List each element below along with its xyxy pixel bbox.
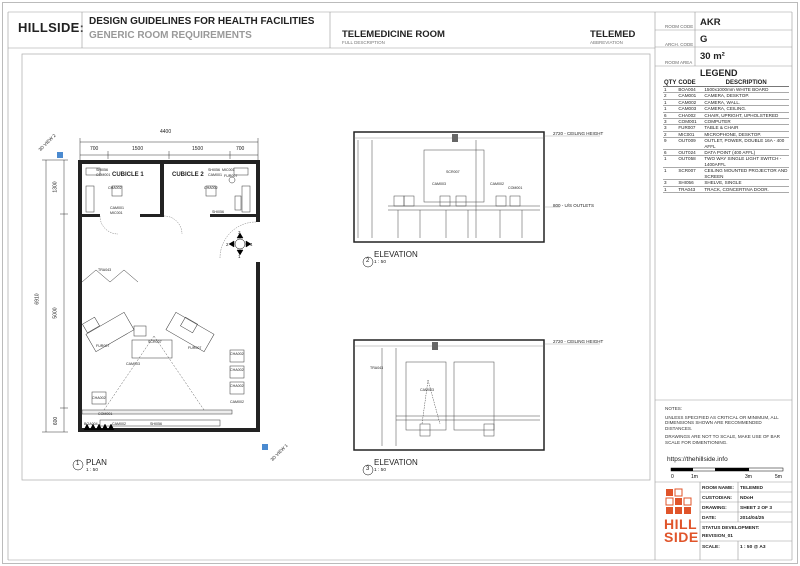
3d-view-2-label: 3D VIEW 2 <box>37 132 57 153</box>
legend-qty: 6 <box>663 112 677 118</box>
tb-room-name: TELEMED <box>740 486 763 491</box>
room-abbreviation-label: ABBREVIATION <box>590 40 623 45</box>
plan-tag-1: SHI056 <box>96 168 108 172</box>
elevation-2-drawing <box>354 132 600 267</box>
plan-tag-12: TRA043 <box>98 268 112 272</box>
plan-tag-11: SHI056 <box>212 210 224 214</box>
legend-qty: 1 <box>663 87 677 93</box>
plan-title: PLAN <box>86 458 107 467</box>
legend-code: CHA002 <box>677 112 703 118</box>
tb-drawing: SHEET 2 OF 3 <box>740 506 772 511</box>
legend-qty: 9 <box>663 138 677 150</box>
legend-qty: 2 <box>663 131 677 137</box>
legend-code: CAM003 <box>677 106 703 112</box>
plan-tag-13: FUR007 <box>96 344 110 348</box>
elev3-ceiling-label: 2720 - CEILING HEIGHT <box>553 339 604 344</box>
legend-qty: 3 <box>663 119 677 125</box>
legend-description: COMPUTER <box>703 119 789 125</box>
legend-description: CEILING MOUNTED PROJECTOR AND SCREEN <box>704 168 788 179</box>
plan-dim-top-1: 700 <box>90 146 99 152</box>
legend-code: CAM001 <box>677 93 703 99</box>
tb-status-label: STATUS DEVELOPMENT: <box>702 526 760 531</box>
elev2-ceiling-label: 2720 - CEILING HEIGHT <box>553 131 604 136</box>
legend-description: TWO WAY SINGLE LIGHT SWITCH - 1400AFFL <box>703 156 789 168</box>
drawing-frame <box>22 54 650 480</box>
plan-dim-left-total: 6910 <box>34 293 41 305</box>
legend-qty: 1 <box>663 168 677 180</box>
3d-view-1-label: 3D VIEW 1 <box>269 442 289 463</box>
section-num-3: 3 <box>238 230 241 235</box>
plan-drawing <box>42 138 268 470</box>
tb-custodian: NDoH <box>740 496 754 501</box>
section-num-2: 2 <box>226 242 229 247</box>
legend-code: OUT058 <box>677 156 703 168</box>
room-area: 30 m² <box>700 51 725 62</box>
legend-qty: 1 <box>663 99 677 105</box>
plan-dim-top-2: 1500 <box>132 146 144 152</box>
legend-qty: 1 <box>663 186 677 192</box>
elev2-scale: 1 : 50 <box>374 260 387 265</box>
legend-code: TRA043 <box>677 186 703 192</box>
plan-dim-left-2: 5000 <box>52 307 59 319</box>
legend-code: COM001 <box>677 119 703 125</box>
logo-line-1: HILL <box>664 516 698 532</box>
plan-tag-5: MIC001 <box>110 211 123 215</box>
legend-qty: 1 <box>663 106 677 112</box>
legend-code: OUT024 <box>677 150 703 156</box>
brand-title: HILLSIDE: <box>18 20 85 35</box>
legend-description: CHAIR, UPRIGHT, UPHOLSTERED <box>703 112 789 118</box>
legend-code: SCR007 <box>677 168 703 180</box>
section-num-4: 4 <box>250 242 253 247</box>
legend-header-qty: QTY <box>664 80 677 86</box>
scale-tick-3: 5m <box>775 474 782 480</box>
room-area-label: ROOM AREA <box>665 60 693 65</box>
legend-qty: 3 <box>663 125 677 131</box>
legend-header-description: DESCRIPTION <box>703 80 789 87</box>
elev3-tag-1: TRA043 <box>370 366 384 370</box>
legend-qty: 3 <box>663 180 677 186</box>
elevation-3-drawing <box>354 340 600 475</box>
elev3-tag-2: CAM003 <box>420 388 434 392</box>
plan-dim-top-3: 1500 <box>192 146 204 152</box>
cubicle-2-label: CUBICLE 2 <box>172 172 204 178</box>
elev3-scale: 1 : 50 <box>374 468 387 473</box>
plan-tag-25: BOA004 <box>84 422 98 426</box>
plan-tag-8: FUR007 <box>224 174 238 178</box>
plan-tag-23: CAM002 <box>112 422 126 426</box>
plan-tag-3: CHA002 <box>108 186 122 190</box>
scale-tick-2: 3m <box>745 474 752 480</box>
scale-tick-1: 1m <box>691 474 698 480</box>
3d-view-marker-2-icon <box>57 152 63 158</box>
tb-custodian-label: CUSTODIAN: <box>702 496 733 501</box>
legend-header-code: CODE <box>677 80 703 87</box>
elev2-outlets-label: 800 - U/S OUTLETS <box>553 203 595 208</box>
arch-code-label: ARCH. CODE <box>665 42 694 47</box>
legend-code: SHI056 <box>677 180 703 186</box>
logo-line-2: SIDE <box>664 529 699 545</box>
legend-description: TRACK, CONCERTINA DOOR. <box>703 186 789 192</box>
plan-dim-left-3: 600 <box>53 416 60 426</box>
plan-dim-left-1: 1300 <box>52 181 59 193</box>
plan-tag-14: SCR007 <box>148 340 162 344</box>
elev2-title-number: 2 <box>366 258 370 264</box>
tb-room-name-label: ROOM NAME: <box>702 486 734 491</box>
tb-status: REVISION_01 <box>702 534 733 539</box>
legend-description: OUTLET, POWER, DOUBLE 16A - 400 AFFL <box>703 138 789 150</box>
room-code-label: ROOM CODE <box>665 24 694 29</box>
legend-description: TABLE & CHAIR <box>703 125 789 131</box>
note-2: DRAWINGS ARE NOT TO SCALE, MAKE USE OF BAR SCALE FOR DIMENTIONING. <box>665 434 780 445</box>
note-1: UNLESS SPECIFIED AS CRITICAL OR MINIMUM, ALL DIMENSIONS SHOWN ARE RECOMMENDED DISTANCES. <box>665 414 779 431</box>
tb-date: 2014/04/25 <box>740 516 765 521</box>
plan-tag-24: SHI056 <box>150 422 162 426</box>
plan-tag-9: CAM001 <box>208 173 222 177</box>
plan-tag-18: CHA002 <box>230 368 244 372</box>
elev2-tag-4: COM001 <box>508 186 523 190</box>
document-subtitle: GENERIC ROOM REQUIREMENTS <box>89 30 252 41</box>
plan-tag-22: COM001 <box>98 412 113 416</box>
legend-description: SHELVE, SINGLE <box>703 180 789 186</box>
plan-dim-total: 4400 <box>160 129 172 135</box>
plan-tag-20: CAM002 <box>230 400 244 404</box>
legend-code: MIC001 <box>677 131 703 137</box>
3d-view-marker-1-icon <box>262 444 268 450</box>
scale-tick-0: 0 <box>671 474 674 480</box>
legend-qty: 2 <box>663 93 677 99</box>
legend-qty: 6 <box>663 150 677 156</box>
plan-tag-7: CHA002 <box>204 186 218 190</box>
plan-tag-2: COM001 <box>96 173 111 177</box>
plan-tag-4: CAM001 <box>110 206 124 210</box>
room-code: AKR <box>700 17 721 28</box>
legend-code: CAM002 <box>677 99 703 105</box>
document-title: DESIGN GUIDELINES FOR HEALTH FACILITIES <box>89 16 315 27</box>
plan-tag-17: CHA002 <box>230 352 244 356</box>
legend-title: LEGEND <box>700 68 738 78</box>
website-link[interactable]: https://thehillside.info <box>667 456 728 463</box>
plan-tag-16: CAM003 <box>126 362 140 366</box>
room-full-description: TELEMEDICINE ROOM <box>342 29 445 40</box>
legend-code: OUT009 <box>677 138 703 150</box>
elev2-title: ELEVATION <box>374 250 418 259</box>
plan-tag-10: MIC001 <box>222 168 235 172</box>
tb-date-label: DATE: <box>702 516 717 521</box>
plan-tag-6: SHI056 <box>208 168 220 172</box>
cubicle-1-label: CUBICLE 1 <box>112 172 144 178</box>
section-num-1: 1 <box>238 254 241 259</box>
legend-description: CAMERA, DESKTOP. <box>703 93 789 99</box>
legend-description: CAMERA, WALL. <box>703 99 789 105</box>
elev2-tag-1: SCR007 <box>446 170 460 174</box>
elev3-title: ELEVATION <box>374 458 418 467</box>
sheet-grid-lines <box>8 12 792 560</box>
notes-title: NOTES: <box>665 406 683 411</box>
tb-drawing-label: DRAWING: <box>702 506 727 511</box>
plan-tag-19: CHA002 <box>230 384 244 388</box>
elev3-title-number: 3 <box>366 466 370 472</box>
plan-title-number: 1 <box>76 461 80 467</box>
legend-description: MICROPHONE, DESKTOP. <box>703 131 789 137</box>
room-abbreviation: TELEMED <box>590 29 636 40</box>
plan-tag-15: FUR007 <box>188 346 202 350</box>
legend-description: 1500x1000mm WHITE BOARD <box>703 87 789 93</box>
elev2-tag-3: CAM002 <box>490 182 504 186</box>
legend-description: CAMERA, CEILING. <box>703 106 789 112</box>
logo-grid-icon <box>666 489 691 514</box>
arch-code: G <box>700 34 708 45</box>
plan-dim-top-4: 700 <box>236 146 245 152</box>
plan-tag-21: CHA002 <box>92 396 106 400</box>
plan-scale: 1 : 50 <box>86 468 99 473</box>
legend-code: BOA004 <box>677 87 703 93</box>
room-full-description-label: FULL DESCRIPTION <box>342 40 385 45</box>
legend-qty: 1 <box>663 156 677 168</box>
elev2-tag-2: CAM003 <box>432 182 446 186</box>
legend-code: FUR007 <box>677 125 703 131</box>
legend-description: DATA POINT (400 AFFL) <box>703 150 789 156</box>
tb-scale-label: SCALE: <box>702 545 720 550</box>
tb-scale: 1 : 50 @ A3 <box>740 545 766 550</box>
